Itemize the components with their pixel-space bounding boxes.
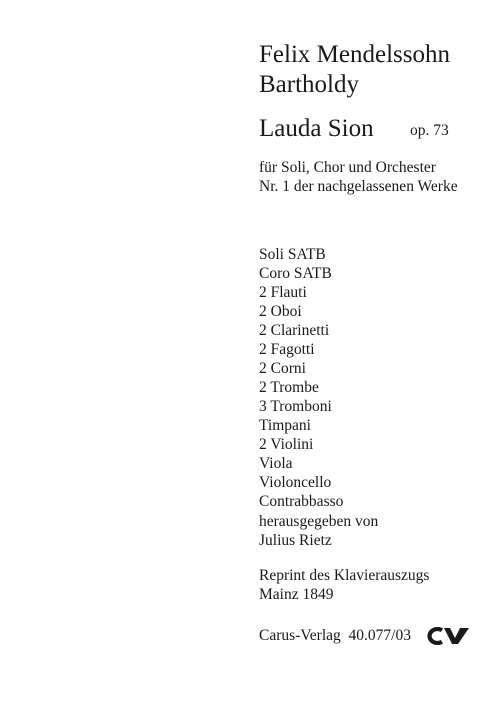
instrument-item: Violoncello [259,474,332,491]
instrument-item: Contrabbasso [259,493,344,510]
editor-line-1: herausgegeben von [259,513,379,530]
publisher-catalog: Carus-Verlag 40.077/03 [259,627,411,644]
reprint-note [259,566,429,604]
carus-cv-logo-icon [426,627,470,645]
subtitle-line-2: Nr. 1 der nachgelassenen Werke [259,178,458,195]
composer-name [259,40,450,100]
subtitle-line-1: für Soli, Chor und Orchester [259,159,436,176]
work-subtitle [259,158,458,196]
instrument-item: 2 Flauti [259,284,307,301]
instrument-item: 2 Clarinetti [259,322,330,339]
instrument-item: 2 Oboi [259,303,302,320]
instrument-item: 2 Corni [259,360,306,377]
composer-line-2: Bartholdy [259,71,359,98]
editor-line-2: Julius Rietz [259,532,332,549]
instrument-item: Timpani [259,417,311,434]
composer-line-1: Felix Mendelssohn [259,41,450,68]
instrumentation-list [259,245,343,511]
opus-number: op. 73 [410,122,449,139]
instrument-item: Soli SATB [259,246,326,263]
editor-credit [259,512,378,550]
instrument-item: Viola [259,455,293,472]
instrument-item: 2 Trombe [259,379,319,396]
instrument-item: 2 Fagotti [259,341,315,358]
reprint-line-1: Reprint des Klavierauszugs [259,567,430,584]
instrument-item: Coro SATB [259,265,332,282]
work-title: Lauda Sion [259,115,374,142]
instrument-item: 3 Tromboni [259,398,332,415]
reprint-line-2: Mainz 1849 [259,586,334,603]
instrument-item: 2 Violini [259,436,314,453]
